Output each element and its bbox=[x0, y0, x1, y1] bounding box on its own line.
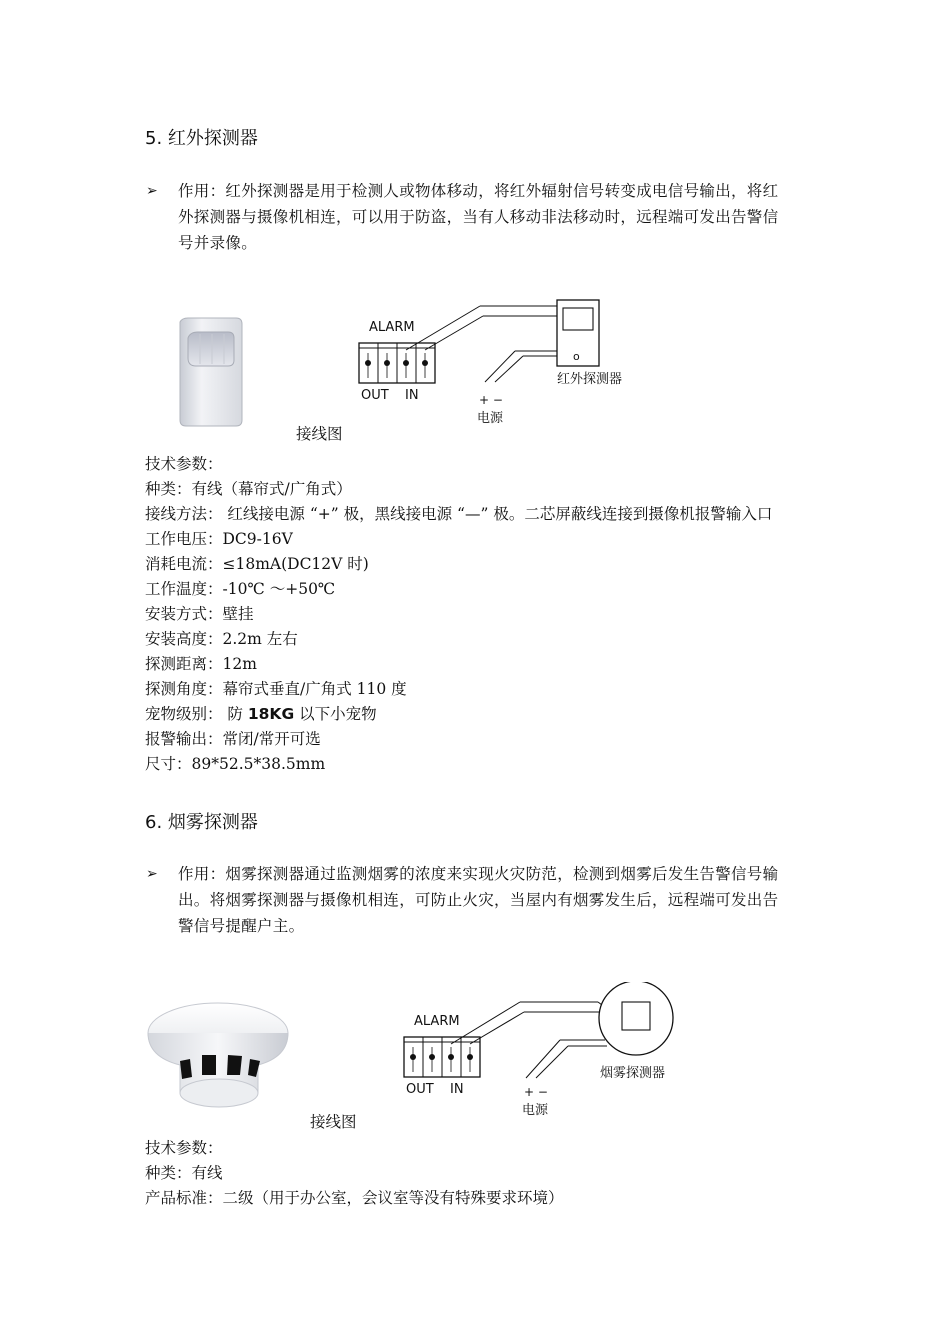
spec-line: 安装高度：2.2m 左右 bbox=[145, 630, 298, 648]
pir-detector-image bbox=[172, 316, 246, 428]
section-5-title: 5. 红外探测器 bbox=[145, 128, 258, 149]
device-label: 烟雾探测器 bbox=[600, 1066, 666, 1081]
in-label: IN bbox=[405, 388, 419, 403]
description-line: 作用：烟雾探测器通过监测烟雾的浓度来实现火灾防范，检测到烟雾后发生告警信号输 bbox=[178, 865, 779, 883]
spec-line: 探测距离：12m bbox=[145, 655, 257, 673]
description-line: 号并录像。 bbox=[178, 234, 258, 252]
spec-line: 安装方式：壁挂 bbox=[145, 605, 254, 623]
description-line: 外探测器与摄像机相连，可以用于防盗，当有人移动非法移动时，远程端可发出告警信 bbox=[178, 208, 779, 226]
wiring-diagram-caption: 接线图 bbox=[310, 1113, 357, 1131]
spec-line: 技术参数： bbox=[145, 455, 223, 473]
spec-line: 工作电压：DC9-16V bbox=[145, 530, 293, 548]
spec-line: 消耗电流：≤18mA(DC12V 时) bbox=[145, 555, 369, 573]
spec-line: 技术参数： bbox=[145, 1139, 223, 1157]
pet-level-suffix: 以下小宠物 bbox=[294, 705, 377, 723]
spec-line: 工作温度：-10℃ ～+50℃ bbox=[145, 580, 336, 598]
out-label: OUT bbox=[361, 388, 389, 403]
section-6-specs bbox=[145, 1136, 564, 1211]
section-6-description bbox=[178, 861, 818, 939]
section-5-wiring-diagram bbox=[355, 296, 645, 428]
power-polarity-label: + − bbox=[524, 1085, 548, 1099]
spec-line: 尺寸：89*52.5*38.5mm bbox=[145, 755, 326, 773]
spec-line: 报警输出：常闭/常开可选 bbox=[145, 730, 321, 748]
in-label: IN bbox=[450, 1082, 464, 1097]
power-label: 电源 bbox=[477, 411, 504, 426]
wiring-diagram-caption: 接线图 bbox=[296, 425, 343, 443]
spec-line: 探测角度：幕帘式垂直/广角式 110 度 bbox=[145, 680, 407, 698]
description-line: 作用：红外探测器是用于检测人或物体移动，将红外辐射信号转变成电信号输出，将红 bbox=[178, 182, 779, 200]
spec-line: 产品标准：二级（用于办公室，会议室等没有特殊要求环境） bbox=[145, 1189, 564, 1207]
terminal-block bbox=[404, 1037, 480, 1077]
section-6-wiring-diagram bbox=[400, 982, 690, 1122]
section-5-description bbox=[178, 178, 818, 256]
device-label: 红外探测器 bbox=[557, 372, 623, 387]
alarm-label: ALARM bbox=[369, 320, 415, 335]
power-polarity-label: + − bbox=[479, 393, 503, 407]
power-label: 电源 bbox=[522, 1103, 549, 1118]
device-indicator: o bbox=[573, 350, 580, 363]
smoke-detector-image bbox=[140, 995, 300, 1117]
spec-line-pet-level bbox=[145, 702, 772, 727]
bullet-arrow-icon: ➢ bbox=[146, 183, 158, 199]
spec-line: 接线方法： 红线接电源 “+” 极，黑线接电源 “—” 极。二芯屏蔽线连接到摄像机报警输入口 bbox=[145, 505, 773, 523]
description-line: 警信号提醒户主。 bbox=[178, 917, 305, 935]
alarm-label: ALARM bbox=[414, 1014, 460, 1029]
section-5-specs bbox=[145, 452, 772, 777]
out-label: OUT bbox=[406, 1082, 434, 1097]
description-line: 出。将烟雾探测器与摄像机相连，可防止火灾，当屋内有烟雾发生后，远程端可发出告 bbox=[178, 891, 779, 909]
bullet-arrow-icon: ➢ bbox=[146, 866, 158, 882]
spec-line: 种类：有线（幕帘式/广角式） bbox=[145, 480, 352, 498]
section-6-title: 6. 烟雾探测器 bbox=[145, 812, 258, 833]
pet-level-prefix: 宠物级别： 防 bbox=[145, 705, 248, 723]
terminal-block bbox=[359, 343, 435, 383]
spec-line: 种类：有线 bbox=[145, 1164, 223, 1182]
pet-level-weight: 18KG bbox=[247, 705, 295, 723]
